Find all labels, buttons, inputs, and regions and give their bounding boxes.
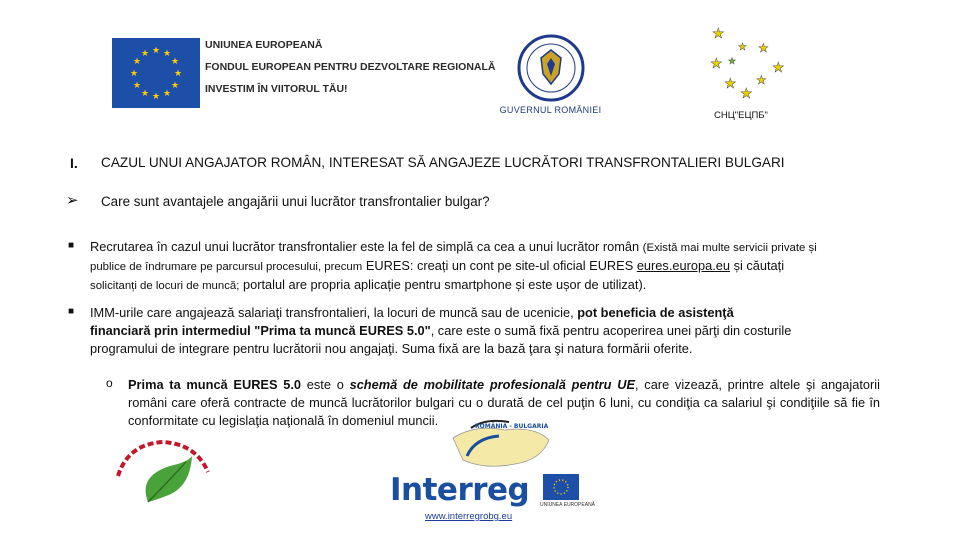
svg-text:★: ★: [132, 57, 142, 67]
svg-text:★: ★: [728, 57, 737, 67]
p1-text-e: și căutați: [730, 258, 785, 273]
p1-text-c: publice de îndrumare pe parcursul procesului, precum: [90, 261, 363, 273]
svg-text:★: ★: [170, 57, 180, 67]
svg-text:★: ★: [712, 26, 725, 42]
svg-text:★: ★: [170, 81, 180, 91]
arrow-bullet-icon: ➢: [66, 192, 79, 209]
p2-text-c: financiară prin intermediul "Prima ta muncă EURES 5.0": [90, 323, 431, 338]
svg-text:★: ★: [151, 46, 161, 56]
p2-text-e: programului de integrare pentru lucrătorii nou angajaţi. Suma fixă are la bază ţara şi natura formării oferite.: [90, 341, 693, 356]
svg-text:★: ★: [132, 81, 142, 91]
svg-text:★: ★: [710, 56, 723, 72]
romania-bulgaria-map-logo: [445, 416, 555, 476]
svg-text:★: ★: [756, 73, 767, 87]
eu-line-3: INVESTIM ÎN VIITORUL TĂU!: [205, 83, 348, 95]
p2-text-d: , care este o sumă fixă pentru acoperirea unei părţi din costurile: [430, 323, 792, 338]
square-bullet-icon: ■: [68, 306, 75, 317]
eu-line-1: UNIUNEA EUROPEANĂ: [205, 39, 323, 51]
eures-link[interactable]: eures.europa.eu: [636, 258, 731, 273]
map-label: ROMÂNIA - BULGARIA: [475, 423, 549, 430]
eu-small-text: UNIUNEA EUROPEANĂ: [540, 502, 596, 508]
eu-small-flag: [543, 474, 579, 500]
paragraph-recruitment: [90, 238, 890, 295]
p3-text-a: Prima ta muncă EURES 5.0: [128, 377, 302, 392]
p1-text-f: solicitanți de locuri de muncă;: [90, 280, 240, 292]
circle-bullet-icon: o: [106, 376, 113, 390]
svg-text:★: ★: [140, 49, 150, 59]
p3-text-d: , care vizează, printre altele şi angajatorii români care oferă contracte de muncă lucrătorilor bulgari cu o durată de cel puţin 6 luni, cu condiţia ca salariul şi condiţiile să fie în conformitate cu legislaţia naţională în domeniul muncii.: [128, 377, 880, 428]
svg-text:★: ★: [140, 89, 150, 99]
paragraph-sme-funding: [90, 304, 890, 358]
snc-label: СНЦ"ЕЦПБ": [714, 110, 768, 121]
p1-text-a: Recrutarea în cazul unui lucrător transfrontalier este la fel de simplă ca cea a unui lucrător român: [90, 239, 643, 254]
p2-text-b: pot beneficia de asistenţă: [577, 305, 734, 320]
p1-text-g: portalul are propria aplicație pentru smartphone și este ușor de utilizat).: [239, 277, 647, 292]
eu-line-2: FONDUL EUROPEAN PENTRU DEZVOLTARE REGIONALĂ: [205, 61, 496, 73]
svg-text:★: ★: [162, 49, 172, 59]
p1-text-b: (Există mai multe servicii private și: [642, 242, 817, 254]
green-leaf-logo: [108, 436, 218, 508]
svg-text:★: ★: [772, 60, 785, 76]
government-seal-logo: [517, 34, 585, 102]
svg-text:★: ★: [738, 42, 747, 53]
p1-text-d: EURES: creați un cont pe site-ul oficial EURES: [362, 258, 637, 273]
stars-logo: [700, 22, 790, 102]
svg-text:★: ★: [758, 41, 769, 55]
svg-text:★: ★: [740, 86, 753, 102]
svg-text:★: ★: [173, 69, 183, 79]
p2-text-a: IMM-urile care angajează salariaţi transfrontalieri, la locuri de muncă sau de ucenicie,: [90, 305, 578, 320]
p3-text-c: schemă de mobilitate profesională pentru UE: [349, 377, 635, 392]
eu-flag-logo: [112, 38, 200, 108]
interreg-site-link[interactable]: www.interregrobg.eu: [425, 511, 513, 522]
svg-text:★: ★: [162, 89, 172, 99]
svg-text:★: ★: [724, 76, 737, 92]
section-number: I.: [70, 155, 78, 171]
svg-text:★: ★: [151, 92, 161, 102]
eu-logo-text: [205, 39, 496, 106]
square-bullet-icon: ■: [68, 240, 75, 251]
section-title: CAZUL UNUI ANGAJATOR ROMÂN, INTERESAT SĂ ANGAJEZE LUCRĂTORI TRANSFRONTALIERI BULGARI: [101, 155, 785, 170]
interreg-logo-text: Interreg: [390, 472, 530, 508]
government-label: GUVERNUL ROMÂNIEI: [499, 105, 602, 115]
p3-text-b: este o: [301, 377, 350, 392]
question-heading: Care sunt avantajele angajării unui lucrător transfrontalier bulgar?: [101, 194, 490, 209]
svg-text:★: ★: [129, 69, 139, 79]
